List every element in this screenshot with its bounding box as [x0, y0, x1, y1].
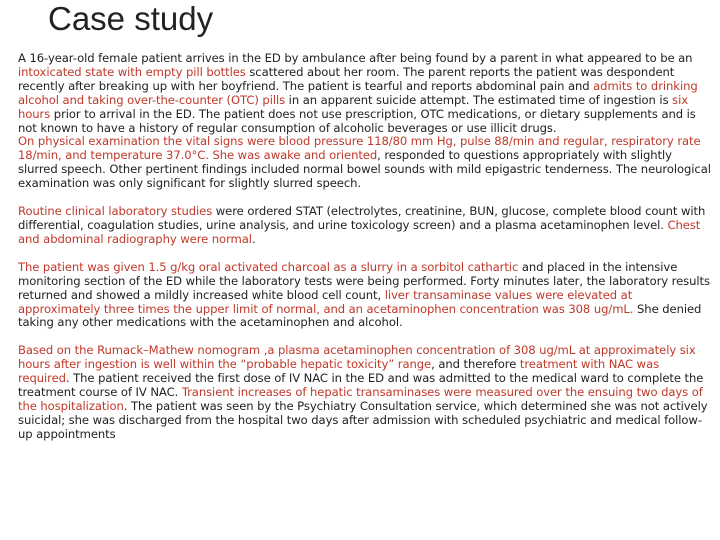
- paragraph-lab-studies: [18, 205, 712, 247]
- page-title: Case study: [48, 0, 214, 37]
- highlight-segment: The patient was given 1.5 g/kg oral activated charcoal as a slurry in a sorbitol cathartic: [18, 259, 519, 274]
- text-segment: . The patient received the first dose of IV NAC in the ED and was admitted to the medical ward to complete the treatment course of IV NAC.: [18, 371, 704, 400]
- text-segment: were ordered STAT (electrolytes, creatinine, BUN, glucose, complete blood count with differential, coagulation studies, urine analysis, and urine toxicology screen) and a plasma acetaminophen level.: [18, 204, 706, 232]
- text-segment: prior to arrival in the ED. The patient does not use prescription, OTC medications, or dietary supplements and is not known to have a history of regular consumption of alcoholic beverages or use illicit drugs.: [18, 106, 696, 135]
- highlight-segment: intoxicated state with empty pill bottles: [18, 64, 246, 79]
- text-segment: . The patient was seen by the Psychiatry Consultation service, which determined she was not actively suicidal; she was discharged from the hospital two days after admission with scheduled psychiatric and medical follow-up appointments: [18, 398, 708, 441]
- text-segment: in an apparent suicide attempt. The estimated time of ingestion is: [285, 92, 673, 107]
- paragraph-treatment: [18, 261, 712, 331]
- highlight-segment: Transient increases of hepatic transaminases were measured over the ensuing two days of the hospitalization: [18, 385, 703, 413]
- highlight-segment: Based on the Rumack–Mathew nomogram ,a plasma acetaminophen concentration of 308 ug/mL at approximately six hours after ingestion is well within the “probable hepatic toxicity” range: [18, 343, 696, 372]
- highlight-segment: liver transaminase values were elevated at approximately three times the upper limit of normal, and an acetaminophen concentration was 308 ug/mL.: [18, 287, 634, 316]
- highlight-segment: six hours: [18, 92, 689, 121]
- text-segment: and placed in the intensive monitoring section of the ED while the laboratory tests were being performed. Forty minutes later, the laboratory results returned and showed a mildly increased white blood cell count,: [18, 259, 710, 302]
- highlight-segment: admits to drinking alcohol and taking over-the-counter (OTC) pills: [18, 78, 698, 107]
- text-segment: She denied taking any other medications with the acetaminophen and alcohol.: [18, 301, 702, 330]
- text-segment: , and therefore: [431, 357, 520, 372]
- highlight-segment: Routine clinical laboratory studies: [18, 204, 213, 219]
- case-text: [18, 52, 712, 442]
- highlight-segment: On physical examination the vital signs were blood pressure 118/80 mm Hg, pulse 88/min and regular, respiratory rate 18/min, and temperature 37.0°C. She was awake and oriented: [18, 134, 701, 163]
- highlight-segment: Chest and abdominal radiography were normal: [18, 217, 701, 246]
- paragraph-outcome: [18, 344, 712, 441]
- paragraph-physical-exam: [18, 135, 712, 191]
- text-segment: A 16-year-old female patient arrives in the ED by ambulance after being found by a parent in what appeared to be an: [18, 51, 693, 65]
- paragraph-history: [18, 52, 712, 135]
- text-segment: .: [251, 231, 256, 246]
- text-segment: , responded to questions appropriately with slightly slurred speech. Other pertinent findings included normal bowel sounds with mild epigastric tenderness. The neurological examination was only significant for slightly slurred speech.: [18, 148, 711, 191]
- highlight-segment: treatment with NAC was required: [18, 357, 660, 386]
- text-segment: scattered about her room. The parent reports the patient was despondent recently after breaking up with her boyfriend. The patient is tearful and reports abdominal pain and: [18, 64, 675, 93]
